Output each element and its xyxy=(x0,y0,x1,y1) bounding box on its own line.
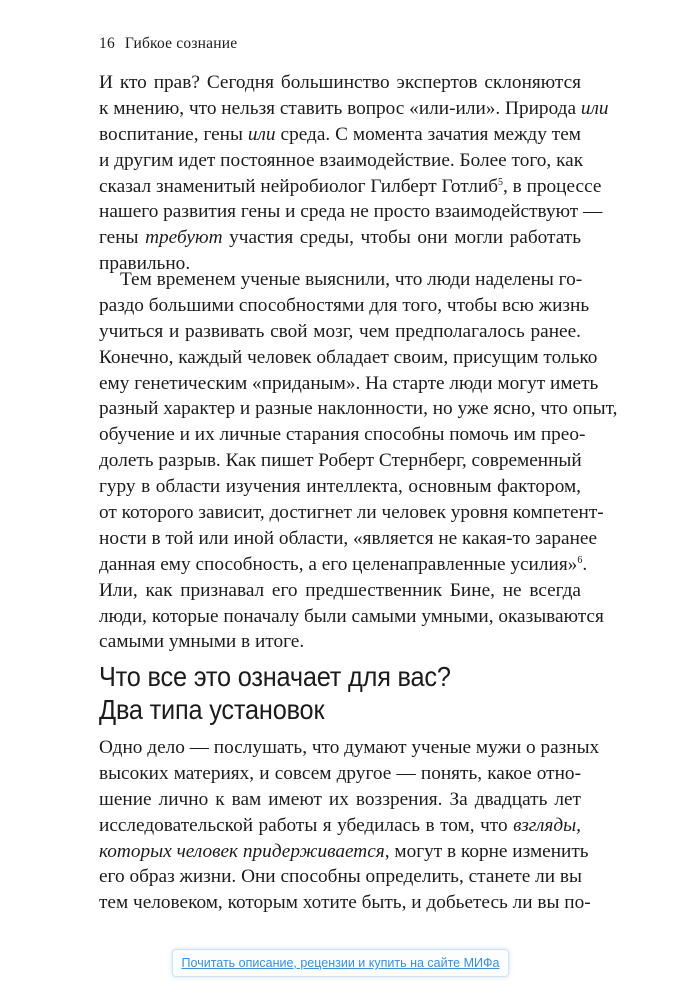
text-line xyxy=(99,267,581,293)
text-run: к мнению, что нельзя ставить вопрос «или-или». Природа xyxy=(99,97,581,119)
book-title: Гибкое сознание xyxy=(124,35,238,52)
text-line xyxy=(99,474,581,500)
text-run: люди, которые поначалу были самыми умными, оказываются xyxy=(99,605,604,627)
text-line xyxy=(99,174,602,200)
emphasis: или xyxy=(247,123,276,145)
emphasis: или xyxy=(580,97,609,119)
text-run: , могут в корне изменить xyxy=(384,840,589,862)
paragraph-two-mindsets xyxy=(99,735,600,916)
text-run: данная ему способность, а его целенаправленные усилия» xyxy=(99,553,578,575)
text-line xyxy=(99,890,591,916)
text-line xyxy=(99,396,618,422)
text-run: среда. С момента зачатия между тем xyxy=(275,123,581,145)
text-run: долеть разрыв. Как пишет Роберт Стернберг, современный xyxy=(99,450,582,472)
page-number: 16 xyxy=(99,35,115,52)
store-link[interactable]: Почитать описание, рецензии и купить на сайте МИФа xyxy=(172,949,509,977)
emphasis: требуют xyxy=(145,227,223,249)
emphasis: которых человек придерживается xyxy=(99,840,385,862)
text-run: ему генетическим «приданым». На старте люди могут иметь xyxy=(99,372,599,394)
text-run: разный характер и разные наклонности, но уже ясно, что опыт, xyxy=(99,398,618,420)
text-run: шение лично к вам имеют их воззрения. За двадцать лет xyxy=(99,788,581,810)
footnote-ref: 6 xyxy=(577,554,583,566)
text-run: Или, как признавал его предшественник Бине, не всегда xyxy=(99,579,581,601)
text-line xyxy=(99,864,581,890)
text-run: правильно. xyxy=(99,253,191,275)
text-line xyxy=(99,319,581,345)
text-line xyxy=(99,761,581,787)
text-line xyxy=(99,839,589,865)
text-run: его образ жизни. Они способны определить, станете ли вы xyxy=(99,866,582,888)
paragraph-abilities xyxy=(99,267,618,655)
text-line xyxy=(99,199,603,225)
text-line xyxy=(99,604,604,630)
text-run: Тем временем ученые выяснили, что люди наделены го- xyxy=(120,269,583,290)
footnote-ref: 5 xyxy=(498,176,504,188)
text-run: самыми умными в итоге. xyxy=(99,631,305,653)
emphasis: взгляды, xyxy=(513,814,581,836)
text-line xyxy=(99,578,581,604)
text-line xyxy=(99,448,581,474)
paragraph-nature-nurture xyxy=(99,70,609,277)
text-run: Конечно, каждый человек обладает своим, присущим только xyxy=(99,346,598,368)
text-line xyxy=(99,345,598,371)
text-run: тем человеком, которым хотите быть, и добьетесь ли вы по- xyxy=(99,892,591,914)
text-run: исследовательской работы я убедилась в том, что xyxy=(99,814,514,836)
text-run: И кто прав? Сегодня большинство экспертов склоняются xyxy=(99,72,581,93)
text-line xyxy=(99,96,609,122)
running-head xyxy=(99,35,237,53)
text-run: сказал знаменитый нейробиолог Гилберт Готлиб xyxy=(99,175,499,197)
text-line xyxy=(99,122,581,148)
text-run: воспитание, гены xyxy=(99,123,248,145)
text-run: участия среды, чтобы они могли работать xyxy=(222,227,581,249)
text-line xyxy=(99,526,598,552)
text-run: , в процессе xyxy=(503,175,602,197)
text-line xyxy=(99,422,586,448)
text-run: обучение и их личные старания способны помочь им прео- xyxy=(99,424,586,446)
text-line xyxy=(99,70,581,96)
section-heading-line-2: Два типа установок xyxy=(99,694,325,725)
text-run: от которого зависит, достигнет ли человек уровня компетент- xyxy=(99,502,604,524)
section-heading xyxy=(99,660,451,726)
text-line xyxy=(99,293,590,319)
text-run: ности в той или иной области, «является не какая-то заранее xyxy=(99,527,598,549)
text-run: гуру в области изучения интеллекта, основным фактором, xyxy=(99,476,581,498)
section-heading-line-1: Что все это означает для вас? xyxy=(99,661,451,692)
text-run: учиться и развивать свой мозг, чем предполагалось ранее. xyxy=(99,320,581,342)
text-run: нашего развития гены и среда не просто взаимодействуют — xyxy=(99,201,603,223)
text-line xyxy=(99,500,604,526)
text-line xyxy=(99,735,600,761)
text-run: . xyxy=(582,553,588,575)
text-line xyxy=(99,371,599,397)
text-line xyxy=(99,629,581,655)
text-run: и другим идет постоянное взаимодействие. Более того, как xyxy=(99,149,584,171)
text-line xyxy=(99,813,581,839)
text-run: раздо большими способностями для того, чтобы всю жизнь xyxy=(99,294,590,316)
text-run: высоких материях, и совсем другое — понять, какое отно- xyxy=(99,762,581,784)
text-line xyxy=(99,787,581,813)
text-run: гены xyxy=(99,227,146,249)
text-line xyxy=(99,148,584,174)
text-line xyxy=(99,552,588,578)
text-run: Одно дело — послушать, что думают ученые мужи о разных xyxy=(99,737,600,758)
text-line xyxy=(99,225,581,251)
